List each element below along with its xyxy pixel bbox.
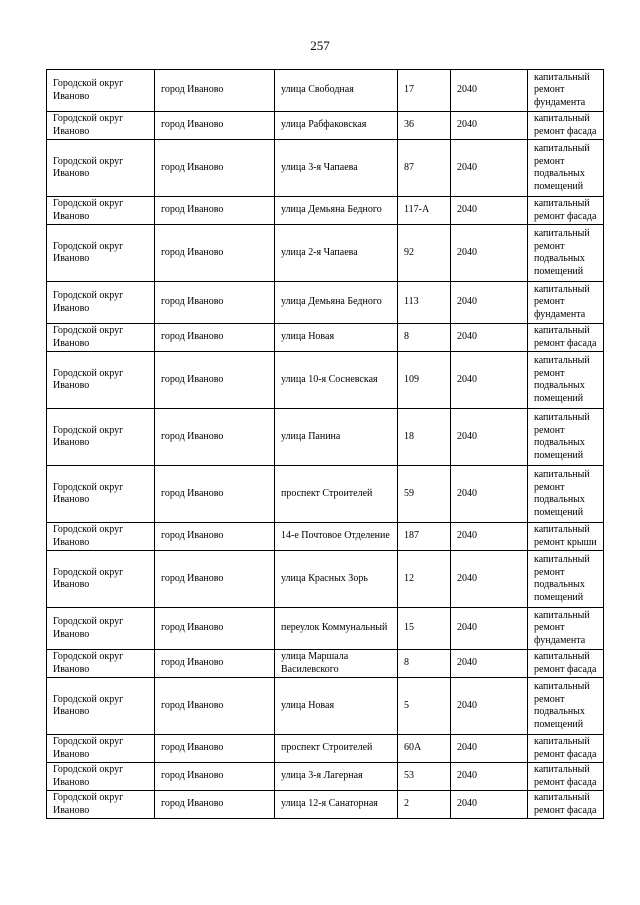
house-number-cell: 60А: [398, 735, 451, 763]
house-number-cell: 5: [398, 678, 451, 735]
work-type-cell: капитальный ремонт подвальных помещений: [528, 140, 604, 197]
street-cell: улица 10-я Сосневская: [275, 352, 398, 409]
table-row: [47, 523, 604, 551]
house-number-cell: 15: [398, 608, 451, 650]
work-type-cell: капитальный ремонт крыши: [528, 523, 604, 551]
year-cell: 2040: [451, 352, 528, 409]
table-row: [47, 466, 604, 523]
street-cell: проспект Строителей: [275, 466, 398, 523]
district-cell: Городской округ Иваново: [47, 352, 155, 409]
street-cell: улица Новая: [275, 324, 398, 352]
table-row: [47, 70, 604, 112]
street-cell: улица Демьяна Бедного: [275, 197, 398, 225]
street-cell: улица 3-я Чапаева: [275, 140, 398, 197]
repair-schedule-table: [46, 69, 604, 819]
year-cell: 2040: [451, 791, 528, 819]
street-cell: улица 12-я Санаторная: [275, 791, 398, 819]
district-cell: Городской округ Иваново: [47, 763, 155, 791]
work-type-cell: капитальный ремонт подвальных помещений: [528, 678, 604, 735]
district-cell: Городской округ Иваново: [47, 650, 155, 678]
street-cell: переулок Коммунальный: [275, 608, 398, 650]
street-cell: улица Демьяна Бедного: [275, 282, 398, 324]
district-cell: Городской округ Иваново: [47, 735, 155, 763]
district-cell: Городской округ Иваново: [47, 282, 155, 324]
city-cell: город Иваново: [155, 466, 275, 523]
city-cell: город Иваново: [155, 324, 275, 352]
street-cell: улица Рабфаковская: [275, 112, 398, 140]
street-cell: улица Панина: [275, 409, 398, 466]
house-number-cell: 8: [398, 650, 451, 678]
work-type-cell: капитальный ремонт фасада: [528, 197, 604, 225]
work-type-cell: капитальный ремонт фасада: [528, 324, 604, 352]
table-row: [47, 282, 604, 324]
city-cell: город Иваново: [155, 112, 275, 140]
city-cell: город Иваново: [155, 282, 275, 324]
work-type-cell: капитальный ремонт фасада: [528, 735, 604, 763]
table-row: [47, 140, 604, 197]
table-body: [47, 70, 604, 819]
street-cell: улица Маршала Василевского: [275, 650, 398, 678]
work-type-cell: капитальный ремонт подвальных помещений: [528, 551, 604, 608]
table-row: [47, 352, 604, 409]
work-type-cell: капитальный ремонт подвальных помещений: [528, 466, 604, 523]
district-cell: Городской округ Иваново: [47, 197, 155, 225]
work-type-cell: капитальный ремонт подвальных помещений: [528, 225, 604, 282]
city-cell: город Иваново: [155, 791, 275, 819]
city-cell: город Иваново: [155, 409, 275, 466]
district-cell: Городской округ Иваново: [47, 551, 155, 608]
house-number-cell: 187: [398, 523, 451, 551]
year-cell: 2040: [451, 409, 528, 466]
street-cell: улица Свободная: [275, 70, 398, 112]
table-row: [47, 197, 604, 225]
district-cell: Городской округ Иваново: [47, 791, 155, 819]
house-number-cell: 12: [398, 551, 451, 608]
city-cell: город Иваново: [155, 70, 275, 112]
work-type-cell: капитальный ремонт подвальных помещений: [528, 352, 604, 409]
district-cell: Городской округ Иваново: [47, 225, 155, 282]
district-cell: Городской округ Иваново: [47, 112, 155, 140]
year-cell: 2040: [451, 763, 528, 791]
city-cell: город Иваново: [155, 352, 275, 409]
table-row: [47, 650, 604, 678]
table-row: [47, 324, 604, 352]
city-cell: город Иваново: [155, 140, 275, 197]
house-number-cell: 117-А: [398, 197, 451, 225]
house-number-cell: 8: [398, 324, 451, 352]
table-row: [47, 551, 604, 608]
city-cell: город Иваново: [155, 650, 275, 678]
work-type-cell: капитальный ремонт подвальных помещений: [528, 409, 604, 466]
district-cell: Городской округ Иваново: [47, 466, 155, 523]
city-cell: город Иваново: [155, 523, 275, 551]
city-cell: город Иваново: [155, 735, 275, 763]
house-number-cell: 17: [398, 70, 451, 112]
year-cell: 2040: [451, 140, 528, 197]
house-number-cell: 113: [398, 282, 451, 324]
work-type-cell: капитальный ремонт фасада: [528, 112, 604, 140]
city-cell: город Иваново: [155, 608, 275, 650]
street-cell: улица Новая: [275, 678, 398, 735]
work-type-cell: капитальный ремонт фасада: [528, 763, 604, 791]
year-cell: 2040: [451, 466, 528, 523]
table-row: [47, 735, 604, 763]
city-cell: город Иваново: [155, 551, 275, 608]
work-type-cell: капитальный ремонт фундамента: [528, 282, 604, 324]
year-cell: 2040: [451, 678, 528, 735]
district-cell: Городской округ Иваново: [47, 678, 155, 735]
house-number-cell: 2: [398, 791, 451, 819]
table-row: [47, 409, 604, 466]
year-cell: 2040: [451, 523, 528, 551]
house-number-cell: 53: [398, 763, 451, 791]
table-row: [47, 791, 604, 819]
year-cell: 2040: [451, 608, 528, 650]
year-cell: 2040: [451, 70, 528, 112]
district-cell: Городской округ Иваново: [47, 140, 155, 197]
year-cell: 2040: [451, 282, 528, 324]
district-cell: Городской округ Иваново: [47, 409, 155, 466]
street-cell: улица 2-я Чапаева: [275, 225, 398, 282]
year-cell: 2040: [451, 551, 528, 608]
house-number-cell: 36: [398, 112, 451, 140]
house-number-cell: 87: [398, 140, 451, 197]
house-number-cell: 92: [398, 225, 451, 282]
work-type-cell: капитальный ремонт фасада: [528, 791, 604, 819]
district-cell: Городской округ Иваново: [47, 70, 155, 112]
table-row: [47, 608, 604, 650]
work-type-cell: капитальный ремонт фасада: [528, 650, 604, 678]
year-cell: 2040: [451, 197, 528, 225]
year-cell: 2040: [451, 225, 528, 282]
year-cell: 2040: [451, 735, 528, 763]
house-number-cell: 18: [398, 409, 451, 466]
table-row: [47, 112, 604, 140]
street-cell: улица 3-я Лагерная: [275, 763, 398, 791]
city-cell: город Иваново: [155, 678, 275, 735]
year-cell: 2040: [451, 324, 528, 352]
work-type-cell: капитальный ремонт фундамента: [528, 70, 604, 112]
district-cell: Городской округ Иваново: [47, 523, 155, 551]
district-cell: Городской округ Иваново: [47, 324, 155, 352]
year-cell: 2040: [451, 112, 528, 140]
page-number: 257: [310, 38, 330, 53]
city-cell: город Иваново: [155, 225, 275, 282]
district-cell: Городской округ Иваново: [47, 608, 155, 650]
city-cell: город Иваново: [155, 763, 275, 791]
table-row: [47, 678, 604, 735]
work-type-cell: капитальный ремонт фундамента: [528, 608, 604, 650]
street-cell: 14-е Почтовое Отделение: [275, 523, 398, 551]
house-number-cell: 59: [398, 466, 451, 523]
city-cell: город Иваново: [155, 197, 275, 225]
house-number-cell: 109: [398, 352, 451, 409]
street-cell: проспект Строителей: [275, 735, 398, 763]
street-cell: улица Красных Зорь: [275, 551, 398, 608]
table-row: [47, 225, 604, 282]
year-cell: 2040: [451, 650, 528, 678]
table-row: [47, 763, 604, 791]
